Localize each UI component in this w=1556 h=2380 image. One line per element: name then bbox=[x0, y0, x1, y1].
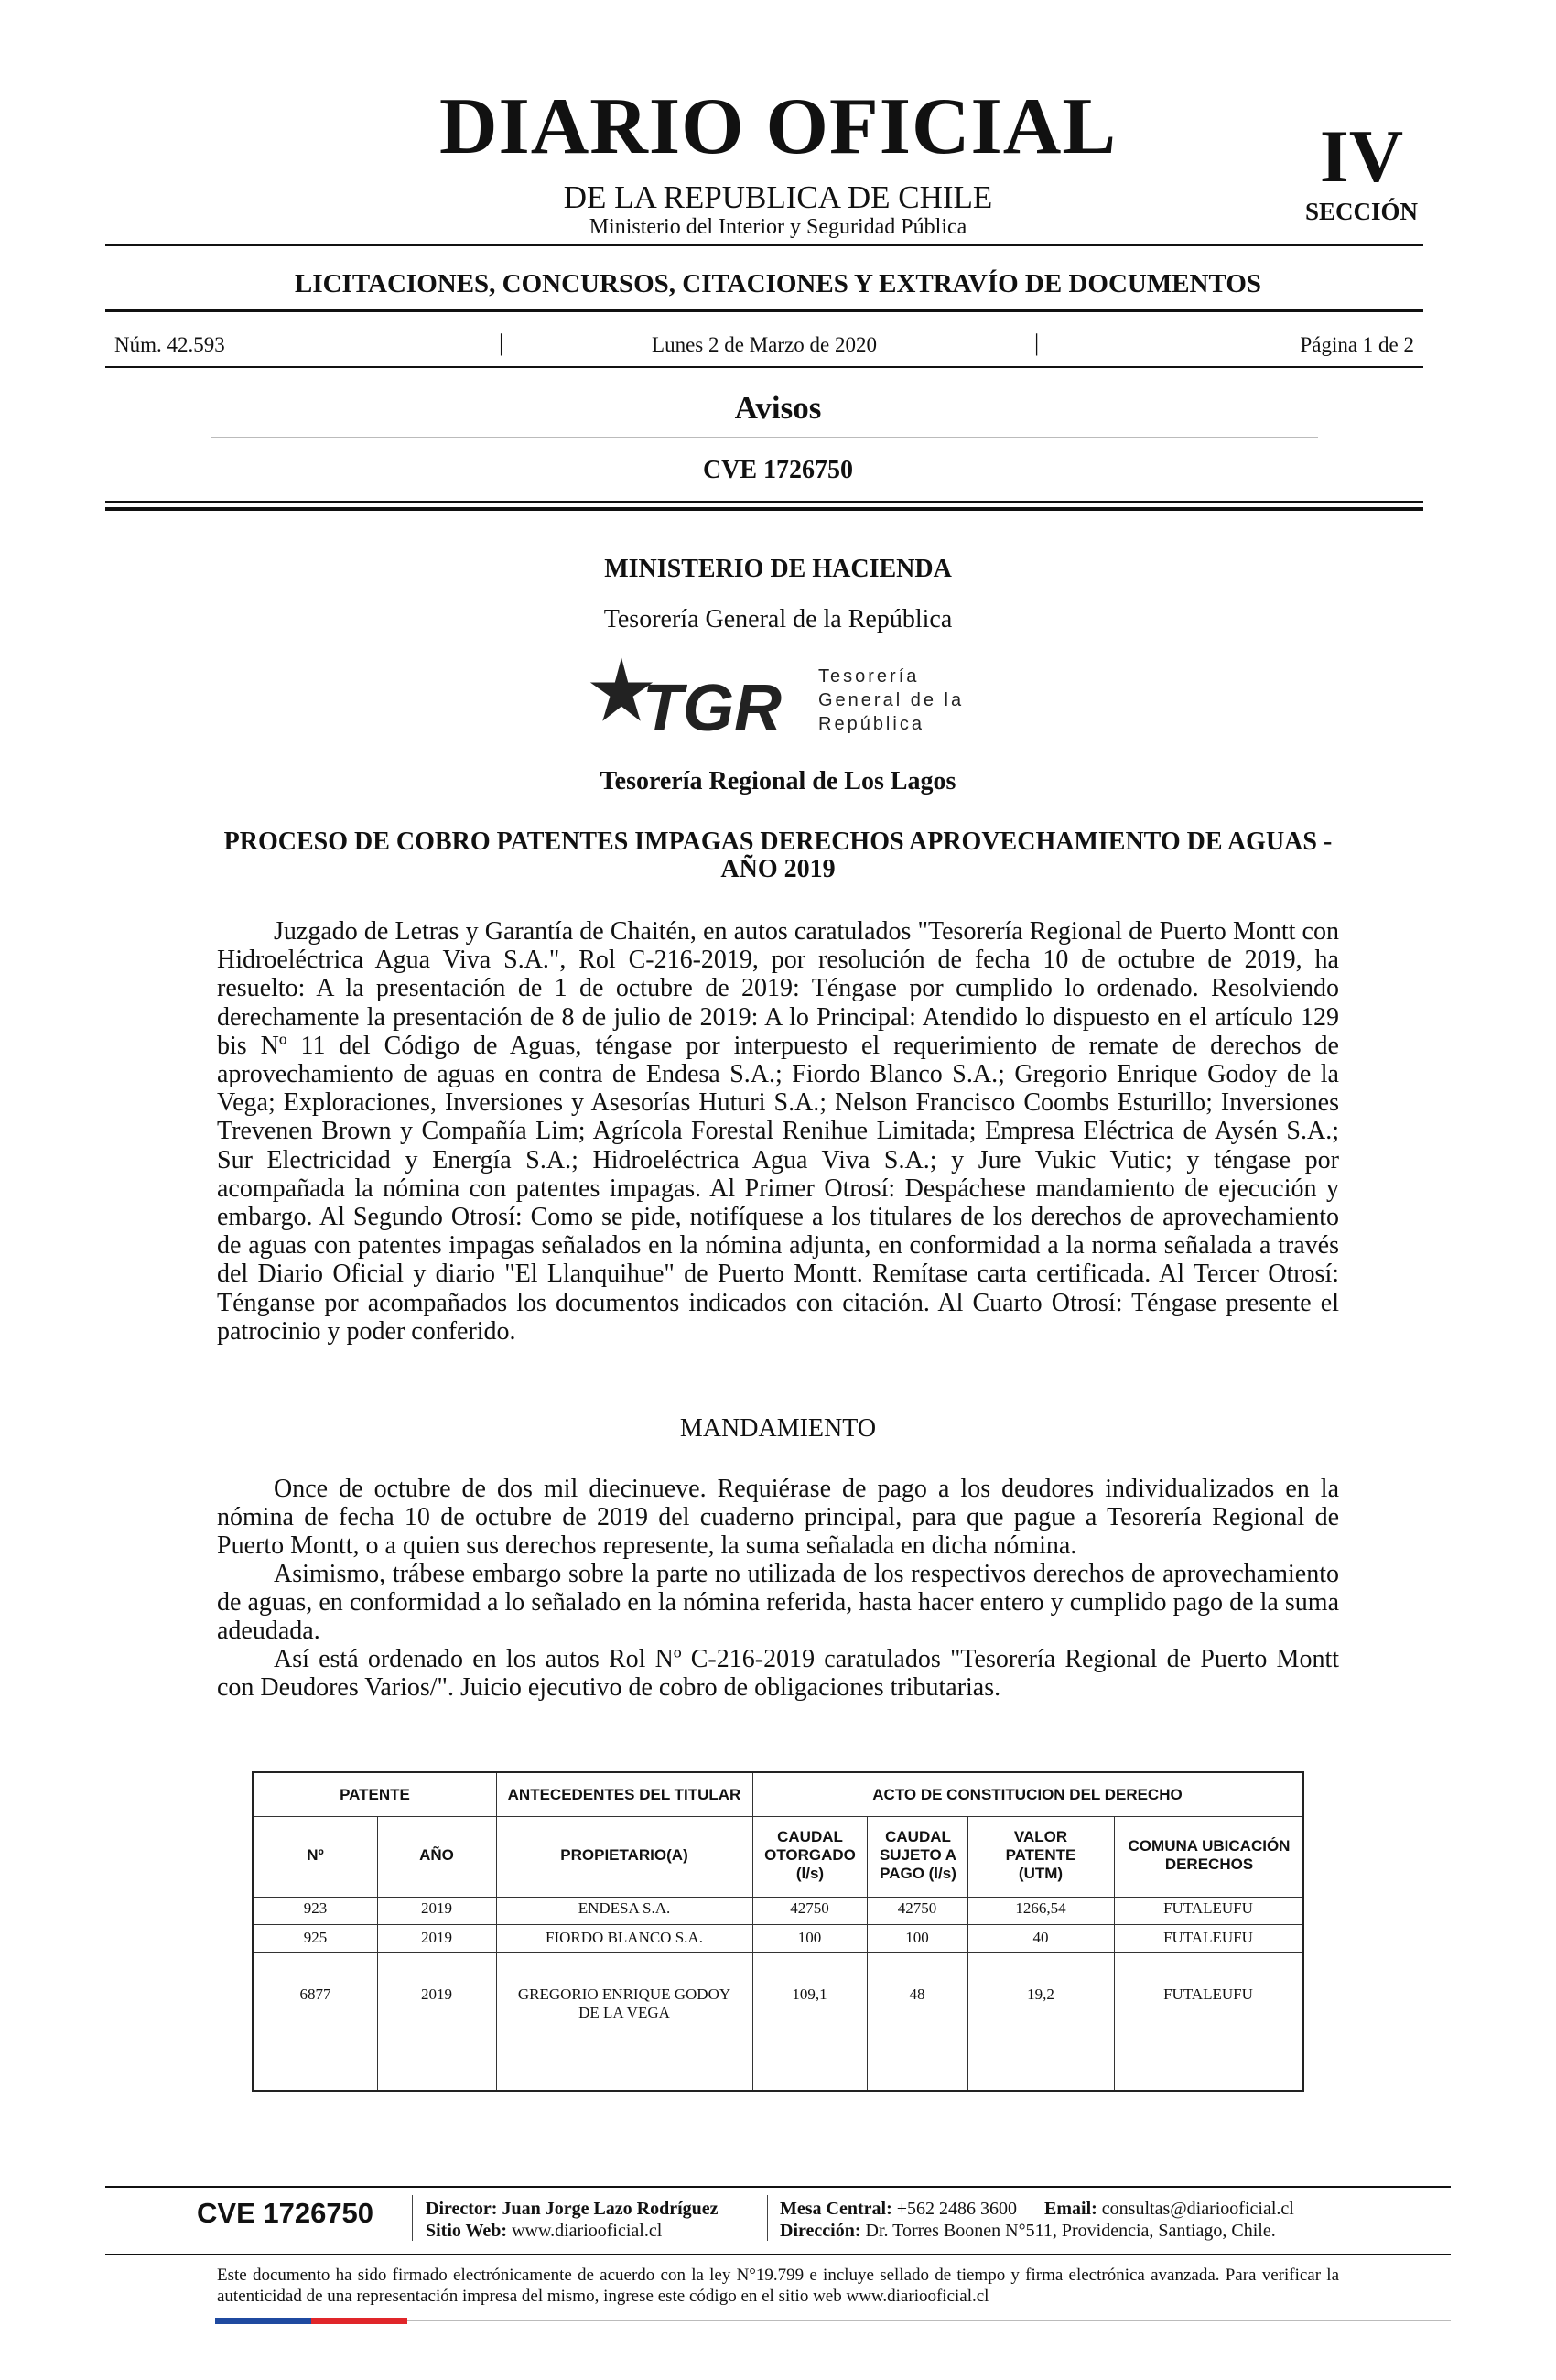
tgr-logo bbox=[586, 650, 970, 741]
masthead-rule bbox=[105, 244, 1423, 246]
footer-cve: CVE 1726750 bbox=[197, 2197, 374, 2229]
flag-stripe-red bbox=[311, 2318, 407, 2324]
table-cell: 2019 bbox=[421, 1929, 452, 1946]
column-header: PROPIETARIO(A) bbox=[560, 1846, 688, 1864]
table-col-rule bbox=[967, 1817, 968, 2090]
table-cell: 48 bbox=[909, 1985, 925, 2003]
column-header: CAUDAL OTORGADO (l/s) bbox=[764, 1828, 856, 1882]
separator: | bbox=[1034, 330, 1040, 356]
footer-legal-notice: Este documento ha sido firmado electrónicamente de acuerdo con la ley N°19.799 e incluye sellado de tiempo y firma electrónica avanzada. Para verificar la autenticidad de una representación impresa del mismo, ingrese este código en el sitio web www.diariooficial.cl bbox=[217, 2266, 1339, 2306]
tgr-logo-line3: República bbox=[818, 714, 924, 734]
email-link[interactable]: consultas@diariooficial.cl bbox=[1101, 2199, 1294, 2219]
web-label: Sitio Web: bbox=[426, 2221, 508, 2241]
table-cell: 2019 bbox=[421, 1985, 452, 2003]
director-label: Director: bbox=[426, 2199, 498, 2219]
flag-stripe-blue bbox=[215, 2318, 311, 2324]
address-value: Dr. Torres Boonen N°511, Providencia, Santiago, Chile. bbox=[865, 2221, 1276, 2241]
mandamiento-paragraph-3: Así está ordenado en los autos Rol Nº C-216-2019 caratulados "Tesorería Regional de Puerto Montt con Deudores Varios/". Juicio ejecutivo de cobro de obligaciones tributarias. bbox=[217, 1645, 1339, 1703]
double-rule-bottom bbox=[105, 507, 1423, 511]
table-rule bbox=[254, 1816, 1302, 1817]
table-col-rule bbox=[1114, 1817, 1115, 2090]
tgr-logo-line2: General de la bbox=[818, 690, 965, 710]
web-link[interactable]: www.diariooficial.cl bbox=[512, 2221, 663, 2241]
table-cell: ENDESA S.A. bbox=[578, 1899, 671, 1917]
mesa-phone: +562 2486 3600 bbox=[896, 2199, 1018, 2219]
mandamiento-paragraph-2: Asimismo, trábese embargo sobre la parte no utilizada de los respectivos derechos de aprovechamiento de aguas, en conformidad a lo señalado en la nómina referida, hasta hacer entero y cumplido pago de la suma adeudada. bbox=[217, 1560, 1339, 1646]
column-header: COMUNA UBICACIÓN DERECHOS bbox=[1128, 1837, 1291, 1873]
email-label: Email: bbox=[1044, 2199, 1097, 2219]
issue-rule bbox=[105, 366, 1423, 368]
mesa-label: Mesa Central: bbox=[780, 2199, 892, 2219]
table-rule bbox=[254, 1952, 1302, 1953]
issue-number: Núm. 42.593 bbox=[114, 333, 225, 356]
category-title: LICITACIONES, CONCURSOS, CITACIONES Y EXTRAVÍO DE DOCUMENTOS bbox=[294, 269, 1262, 298]
table-cell: 100 bbox=[797, 1929, 822, 1946]
resolution-paragraph: Juzgado de Letras y Garantía de Chaitén, en autos caratulados "Tesorería Regional de Puerto Montt con Hidroeléctrica Agua Viva S.A.", Rol C-216-2019, por resolución de fecha 10 de octubre de 2019, ha resuelto: A la presentación de 1 de octubre de 2019: Téngase por cumplido lo ordenado. Resolviendo derechamente la presentación de 8 de julio de 2019: A lo Principal: Atendido lo dispuesto en el artículo 129 bis Nº 11 del Código de Aguas, téngase por interpuesto el requerimiento de remate de derechos de aprovechamiento de aguas en contra de Endesa S.A.; Fiordo Blanco S.A.; Gregorio Enrique Godoy de la Vega; Exploraciones, Inversiones y Asesorías Huturi S.A.; Nelson Francisco Coombs Esturillo; Inversiones Trevenen Brown y Compañía Lim; Agrícola Forestal Renihue Limitada; Empresa Eléctrica de Aysén S.A.; Sur Electricidad y Energía S.A.; Hidroeléctrica Agua Viva S.A.; y Jure Vukic Vutic; y téngase por acompañada la nómina con patentes impagas. Al Primer Otrosí: Despáchese mandamiento de ejecución y embargo. Al Segundo Otrosí: Como se pide, notifíquese a los titulares de los derechos de aprovechamiento de aguas con patentes impagas señalados en la nómina adjunta, en conformidad a la norma señalada a través del Diario Oficial y diario "El Llanquihue" de Puerto Montt. Remítase carta certificada. Al Tercer Otrosí: Ténganse por acompañados los documentos indicados con citación. Al Cuarto Otrosí: Téngase presente el patrocinio y poder conferido. bbox=[217, 917, 1339, 1346]
table-cell: 923 bbox=[303, 1899, 328, 1917]
column-header: VALOR PATENTE (UTM) bbox=[1005, 1828, 1076, 1882]
separator: | bbox=[499, 330, 504, 356]
masthead-subtitle: DE LA REPUBLICA DE CHILE bbox=[563, 179, 993, 215]
column-header: Nº bbox=[307, 1846, 324, 1864]
section-number: IV bbox=[1319, 114, 1404, 198]
notice-divider bbox=[211, 437, 1318, 438]
ministry-heading: MINISTERIO DE HACIENDA bbox=[604, 555, 952, 583]
table-cell: FUTALEUFU bbox=[1163, 1929, 1253, 1946]
issue-date: Lunes 2 de Marzo de 2020 bbox=[652, 333, 877, 356]
table-cell: 6877 bbox=[299, 1985, 331, 2003]
footer-bottom-line bbox=[407, 2320, 1451, 2321]
footer-rule bbox=[105, 2254, 1451, 2255]
process-title: PROCESO DE COBRO PATENTES IMPAGAS DERECHOS APROVECHAMIENTO DE AGUAS - AÑO 2019 bbox=[223, 828, 1333, 883]
mandamiento-paragraph-1: Once de octubre de dos mil diecinueve. Requiérase de pago a los deudores individualizados en la nómina de fecha 10 de octubre de 2019 del cuaderno principal, para que pague a Tesorería Regional de Puerto Montt, o a quien sus derechos represente, la suma señalada en dicha nómina. bbox=[217, 1475, 1339, 1561]
table-cell: FUTALEUFU bbox=[1163, 1899, 1253, 1917]
table-cell: GREGORIO ENRIQUE GODOY DE LA VEGA bbox=[517, 1985, 731, 2021]
column-header: CAUDAL SUJETO A PAGO (l/s) bbox=[879, 1828, 957, 1882]
director-name: Juan Jorge Lazo Rodríguez bbox=[502, 2199, 719, 2219]
table-cell: FUTALEUFU bbox=[1163, 1985, 1253, 2003]
footer-separator bbox=[767, 2195, 768, 2241]
header-antecedentes: ANTECEDENTES DEL TITULAR bbox=[507, 1786, 741, 1803]
table-cell: 925 bbox=[303, 1929, 328, 1946]
address-label: Dirección: bbox=[780, 2221, 861, 2241]
table-cell: 2019 bbox=[421, 1899, 452, 1917]
category-rule bbox=[105, 309, 1423, 312]
footer-director-block bbox=[426, 2198, 719, 2242]
table-rule bbox=[254, 1897, 1302, 1898]
footer-contact-block bbox=[780, 2198, 1294, 2242]
table-cell: 19,2 bbox=[1027, 1985, 1054, 2003]
table-cell: 109,1 bbox=[792, 1985, 827, 2003]
table-cell: 42750 bbox=[790, 1899, 829, 1917]
table-rule bbox=[254, 1924, 1302, 1925]
masthead-ministry: Ministerio del Interior y Seguridad Pública bbox=[589, 215, 967, 239]
header-patente: PATENTE bbox=[340, 1786, 410, 1803]
table-cell: 42750 bbox=[897, 1899, 937, 1917]
tgr-logo-abbr: TGR bbox=[643, 672, 782, 741]
mandamiento-heading: MANDAMIENTO bbox=[679, 1414, 877, 1443]
office-heading: Tesorería General de la República bbox=[603, 605, 953, 633]
double-rule-top bbox=[105, 501, 1423, 503]
column-header: AÑO bbox=[419, 1846, 454, 1864]
issue-page: Página 1 de 2 bbox=[1300, 333, 1414, 356]
table-col-rule bbox=[867, 1817, 868, 2090]
notice-heading: Avisos bbox=[734, 390, 822, 426]
regional-office-heading: Tesorería Regional de Los Lagos bbox=[600, 767, 956, 795]
nomina-table bbox=[252, 1771, 1304, 2092]
table-cell: 1266,54 bbox=[1015, 1899, 1066, 1917]
header-acto: ACTO DE CONSTITUCION DEL DERECHO bbox=[872, 1786, 1183, 1803]
section-label: SECCIÓN bbox=[1304, 198, 1419, 225]
masthead-title: DIARIO OFICIAL bbox=[438, 82, 1118, 171]
notice-cve: CVE 1726750 bbox=[702, 456, 854, 484]
footer-separator bbox=[412, 2195, 413, 2241]
table-cell: 40 bbox=[1032, 1929, 1049, 1946]
footer-rule bbox=[105, 2186, 1451, 2188]
table-cell: 100 bbox=[905, 1929, 929, 1946]
table-cell: FIORDO BLANCO S.A. bbox=[546, 1929, 703, 1946]
tgr-logo-line1: Tesorería bbox=[818, 666, 920, 687]
